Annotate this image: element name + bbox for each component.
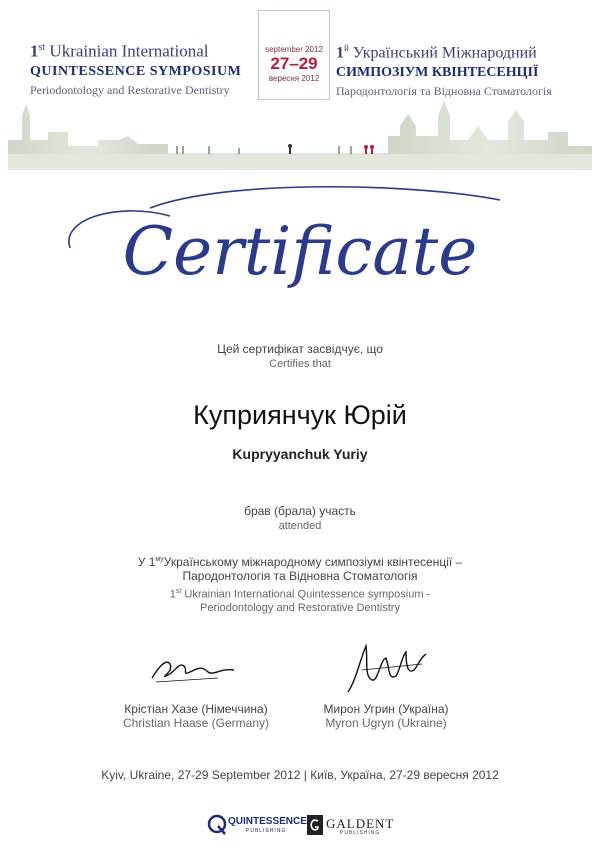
signatory-1: [86, 702, 306, 730]
galdent-logo-icon: [306, 814, 324, 836]
header-left-line2: QUINTESSENCE SYMPOSIUM: [30, 63, 242, 79]
place-date-ua: Київ, Україна, 27-29 вересня 2012: [310, 768, 499, 782]
event-en-line2: Periodontology and Restorative Dentistry: [200, 602, 400, 614]
event-ua-line2: Пародонтологія та Відновна Стоматологія: [182, 569, 418, 583]
header-right-line3: Пародонтологія та Відновна Стоматологія: [336, 84, 552, 99]
signatory-1-name-en: Christian Haase (Germany): [122, 716, 270, 730]
signatory-2: [276, 702, 496, 730]
certificate-title-text: Certificate: [122, 213, 478, 290]
galdent-logo-text: GALDENT: [326, 816, 395, 831]
date-month-en: september 2012: [265, 45, 323, 54]
date-month-ua: вересня 2012: [268, 74, 320, 83]
certificate-title: [0, 178, 600, 298]
quintessence-logo-text: QUINTESSENCE: [228, 816, 307, 827]
quintessence-logo-sub: PUBLISHING: [246, 828, 287, 834]
attended-en: attended: [278, 520, 322, 532]
place-date-en: Kyiv, Ukraine, 27-29 September 2012: [101, 768, 301, 782]
date-range: 27–29: [270, 54, 318, 73]
quintessence-logo-icon: [207, 814, 227, 836]
certifies-en: Certifies that: [269, 358, 331, 370]
header-right: [336, 38, 576, 99]
header-right-line1: $1^й$ Український Міжнародний: [336, 43, 537, 62]
event-en-line1: 1st Ukrainian International Quintessence symposium -: [169, 588, 431, 601]
kyiv-skyline-illustration: [8, 96, 592, 170]
galdent-logo-sub: PUBLISHING: [340, 830, 381, 836]
place-and-date: [0, 768, 600, 782]
signatory-1-name-ua: Крістіан Хазе (Німеччина): [124, 702, 268, 716]
header-right-line2: СИМПОЗІУМ КВІНТЕСЕНЦІЇ: [336, 65, 539, 81]
header-left-line3: Periodontology and Restorative Dentistry: [30, 82, 230, 97]
recipient-name-en: Kupryyanchuk Yuriy: [232, 446, 368, 462]
certifies-ua: Цей сертифікат засвідчує, що: [217, 342, 383, 356]
signature-ugryn: [342, 640, 432, 696]
publisher-logos: [0, 812, 600, 838]
header-left: [30, 38, 255, 98]
attended-ua: брав (брала) участь: [244, 504, 356, 518]
header-left-line1: 1st Ukrainian International: [30, 41, 209, 61]
signatory-2-name-ua: Мирон Угрин (Україна): [323, 702, 449, 716]
place-date-separator: |: [303, 768, 307, 782]
signatory-2-name-en: Myron Ugryn (Ukraine): [325, 716, 447, 730]
date-badge: [258, 10, 330, 100]
event-ua-line1: У $1^{му}Українському$ міжнародному симпозіумі квінтесенції –: [137, 555, 463, 569]
recipient-name-ua: Куприянчук Юрій: [193, 400, 407, 430]
signature-haase: [148, 648, 238, 688]
